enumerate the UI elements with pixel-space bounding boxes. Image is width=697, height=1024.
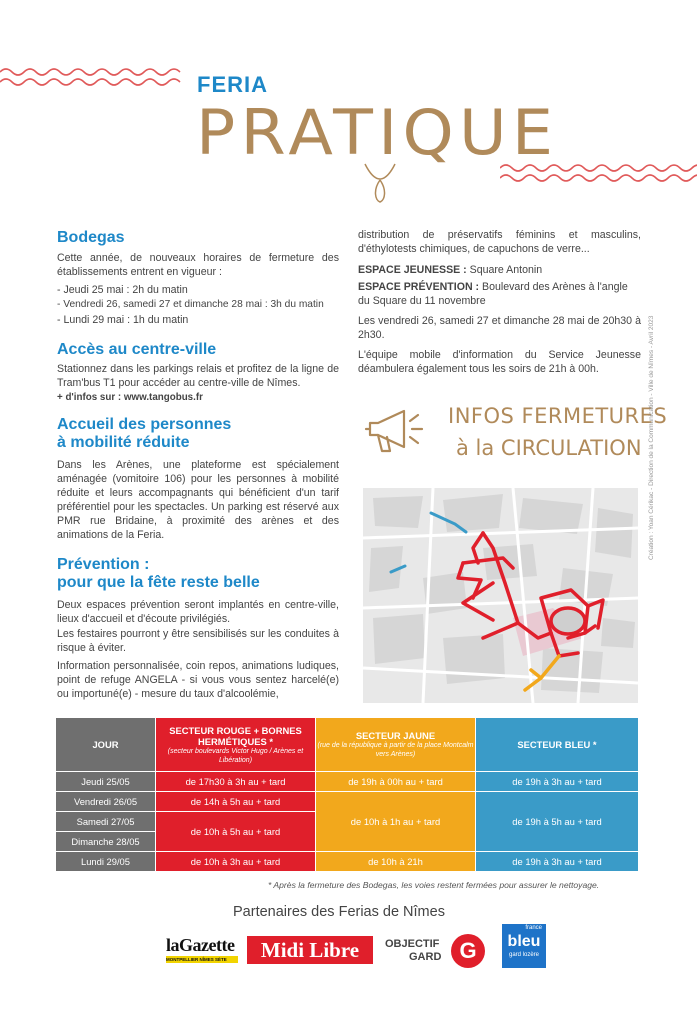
- la-gazette-logo-text: laGazette: [166, 935, 235, 955]
- table-row: [56, 792, 639, 812]
- bodegas-item: - Vendredi 26, samedi 27 et dimanche 28 mai : 3h du matin: [57, 299, 324, 310]
- la-gazette-logo: [166, 934, 238, 968]
- day-cell: Vendredi 26/05: [56, 792, 156, 812]
- day-cell: Dimanche 28/05: [56, 832, 156, 852]
- day-cell: Samedi 27/05: [56, 812, 156, 832]
- credit-text: Création : Yoan Cérikac - Direction de la Communication - Ville de Nîmes - Avril 2023: [648, 315, 655, 560]
- header-jour: JOUR: [56, 718, 156, 772]
- table-row: [56, 852, 639, 872]
- jaune-cell: de 10h à 21h: [316, 852, 476, 872]
- bodegas-item: - Lundi 29 mai : 1h du matin: [57, 314, 189, 326]
- espace-jeunesse-value: Square Antonin: [466, 264, 543, 276]
- traffic-closure-map: [363, 488, 638, 703]
- espace-jeunesse-label: ESPACE JEUNESSE :: [358, 264, 467, 276]
- acces-text: Stationnez dans les parkings relais et profitez de la ligne de Tram'bus T1 pour accéder au centre-ville de Nîmes.: [57, 363, 339, 389]
- jaune-cell: de 10h à 1h au + tard: [316, 792, 476, 852]
- espace-prevention-value: Boulevard des Arènes à l'angle du Square du 11 novembre: [358, 281, 628, 307]
- partners-title: Partenaires des Ferias de Nîmes: [233, 904, 445, 920]
- prevention-title: Prévention :: [57, 556, 150, 573]
- midi-libre-logo: Midi Libre: [247, 936, 373, 964]
- table-row: [56, 772, 639, 792]
- france-bleu-sub: gard lozère: [508, 952, 540, 958]
- ribbon-ornament-icon: [355, 160, 405, 204]
- infos-circulation-title: à la CIRCULATION: [456, 436, 642, 460]
- megaphone-icon: [360, 403, 424, 459]
- la-gazette-logo-sub: MONTPELLIER NÎMES SÈTE: [166, 956, 238, 963]
- closure-schedule-table: [55, 717, 639, 872]
- rouge-cell: de 10h à 5h au + tard: [156, 812, 316, 852]
- wave-decoration-left: [0, 64, 190, 90]
- espace-jeunesse: [358, 263, 542, 277]
- acces-title: Accès au centre-ville: [57, 341, 217, 358]
- bleu-cell: de 19h à 3h au + tard: [476, 772, 639, 792]
- espace-prevention: [358, 280, 628, 308]
- prevention-dates: Les vendredi 26, samedi 27 et dimanche 28 mai de 20h30 à 2h30.: [358, 315, 641, 341]
- france-bleu-small: france: [525, 925, 542, 931]
- tangobus-link[interactable]: + d'infos sur : www.tangobus.fr: [57, 392, 203, 403]
- objectif-gard-g-icon: G: [451, 934, 485, 968]
- bodegas-item: - Jeudi 25 mai : 2h du matin: [57, 284, 188, 296]
- prevention-p2: Les festaires pourront y être sensibilisés sur les conduites à risque à éviter.: [57, 628, 339, 654]
- objectif-gard-text-1: OBJECTIF: [385, 938, 440, 950]
- accueil-title-line2: à mobilité réduite: [57, 434, 190, 451]
- prevention-p3: Information personnalisée, coin repos, animations ludiques, point de refuge ANGELA - si vous vous sentez harcelé(e) ou importuné(e) - mesure du taux d'alcoolémie,: [57, 660, 339, 700]
- day-cell: Lundi 29/05: [56, 852, 156, 872]
- objectif-gard-logo: [385, 934, 490, 968]
- prevention-title-line2: pour que la fête reste belle: [57, 574, 260, 591]
- espace-prevention-label: ESPACE PRÉVENTION :: [358, 281, 480, 293]
- header-secteur-jaune: [316, 718, 476, 772]
- france-bleu-logo: [502, 924, 546, 968]
- header-pratique: PRATIQUE: [196, 96, 559, 169]
- header-secteur-rouge: [156, 718, 316, 772]
- bleu-cell: de 19h à 5h au + tard: [476, 792, 639, 852]
- header-secteur-rouge-sub: (secteur boulevards Victor Hugo / Arènes et Libération): [167, 747, 304, 764]
- prevention-p1: Deux espaces prévention seront implantés en centre-ville, lieux d'accueil et d'écoute privilégiés.: [57, 599, 339, 625]
- bleu-cell: de 19h à 3h au + tard: [476, 852, 639, 872]
- objectif-gard-text-2: GARD: [409, 951, 442, 963]
- header-secteur-bleu: SECTEUR BLEU *: [476, 718, 639, 772]
- jaune-cell: de 19h à 00h au + tard: [316, 772, 476, 792]
- prevention-continued: distribution de préservatifs féminins et masculins, d'éthylotests chimiques, de capuchons de verre...: [358, 229, 641, 255]
- bodegas-title: Bodegas: [57, 229, 125, 246]
- accueil-title: Accueil des personnes: [57, 416, 232, 433]
- bodegas-intro: Cette année, de nouveaux horaires de fermeture des établissements entrent en vigueur :: [57, 252, 339, 278]
- infos-fermetures-title: INFOS FERMETURES: [448, 404, 668, 428]
- table-header-row: [56, 718, 639, 772]
- rouge-cell: de 17h30 à 3h au + tard: [156, 772, 316, 792]
- rouge-cell: de 10h à 3h au + tard: [156, 852, 316, 872]
- france-bleu-text: bleu: [507, 933, 541, 950]
- header-secteur-jaune-sub: (rue de la république à partir de la place Montcalm vers Arènes): [317, 742, 474, 758]
- equipe-mobile: L'équipe mobile d'information du Service Jeunesse déambulera également tous les soirs de 21h à 00h.: [358, 349, 641, 375]
- header-feria: FERIA: [197, 72, 268, 97]
- header-secteur-jaune-label: SECTEUR JAUNE: [355, 730, 436, 741]
- table-footnote: * Après la fermeture des Bodegas, les voies restent fermées pour assurer le nettoyage.: [268, 880, 600, 890]
- rouge-cell: de 14h à 5h au + tard: [156, 792, 316, 812]
- day-cell: Jeudi 25/05: [56, 772, 156, 792]
- header-secteur-rouge-label: SECTEUR ROUGE + BORNES HERMÉTIQUES *: [169, 724, 302, 747]
- accueil-text: Dans les Arènes, une plateforme est spécialement aménagée (vomitoire 106) pour les personnes à mobilité réduite et leurs accompagnants qui bénéficient d'un tarif préférentiel pour les spectacles. Un parking est réservé aux PMR rue Bridaine, à proximité des arènes et des animations de la Feria.: [57, 459, 339, 541]
